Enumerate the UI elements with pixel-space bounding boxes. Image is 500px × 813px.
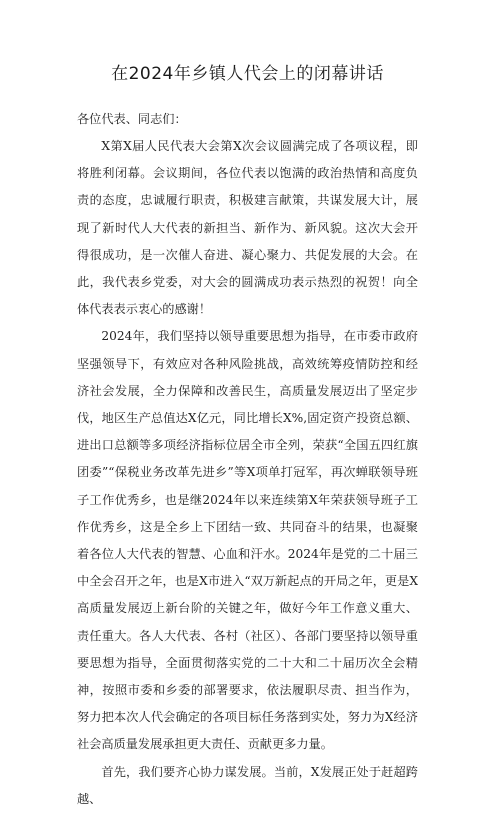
salutation: 各位代表、同志们： xyxy=(77,112,187,126)
paragraph-review: 2024年，我们坚持以领导重要思想为指导，在市委市政府坚强领导下，有效应对各种风险挑战，高效统筹疫情防控和经济社会发展，全力保障和改善民生，高质量发展迈出了坚定步伐，地区生产总值达X亿元，同比增长X%,固定资产投资总额、进出口总额等多项经济指标位居全市全列，荣获“全国五四红旗团委”“保税业务改革先进乡”等X项单打冠军，再次蝉联领导班子工作优秀乡，也是继2024年以来连续第X年荣获领导班子工作优秀乡，这是全乡上下团结一致、共同奋斗的结果，也凝聚着各位人大代表的智慧、心血和汗水。2024年是党的二十届三中全会召开之年，也是X市进入“双万新起点的开局之年，更是X高质量发展迈上新台阶的关键之年，做好今年工作意义重大、责任重大。各人大代表、各村（社区）、各部门要坚持以领导重要思想为指导，全面贯彻落实党的二十大和二十届历次全会精神，按照市委和乡委的部署要求，依法履职尽责、担当作为，努力把本次人代会确定的各项目标任务落到实处，努力为X经济社会高质量发展承担更大责任、贡献更多力量。 xyxy=(77,329,418,752)
paragraph-opening: X第X届人民代表大会第X次会议圆满完成了各项议程，即将胜利闭幕。会议期间，各位代表以饱满的政治热情和高度负责的态度，忠诚履行职责，积极建言献策，共谋发展大计，展现了新时代人大代表的新担当、新作为、新风貌。这次大会开得很成功，是一次催人奋进、凝心聚力、共促发展的大会。在此，我代表乡党委，对大会的圆满成功表示热烈的祝贺！向全体代表表示衷心的感谢！ xyxy=(77,139,418,317)
paragraph-first-point: 首先，我们要齐心协力谋发展。当前，X发展正处于赶超跨越、 xyxy=(77,764,418,806)
document-title: 在2024年乡镇人代会上的闭幕讲话 xyxy=(111,64,384,84)
